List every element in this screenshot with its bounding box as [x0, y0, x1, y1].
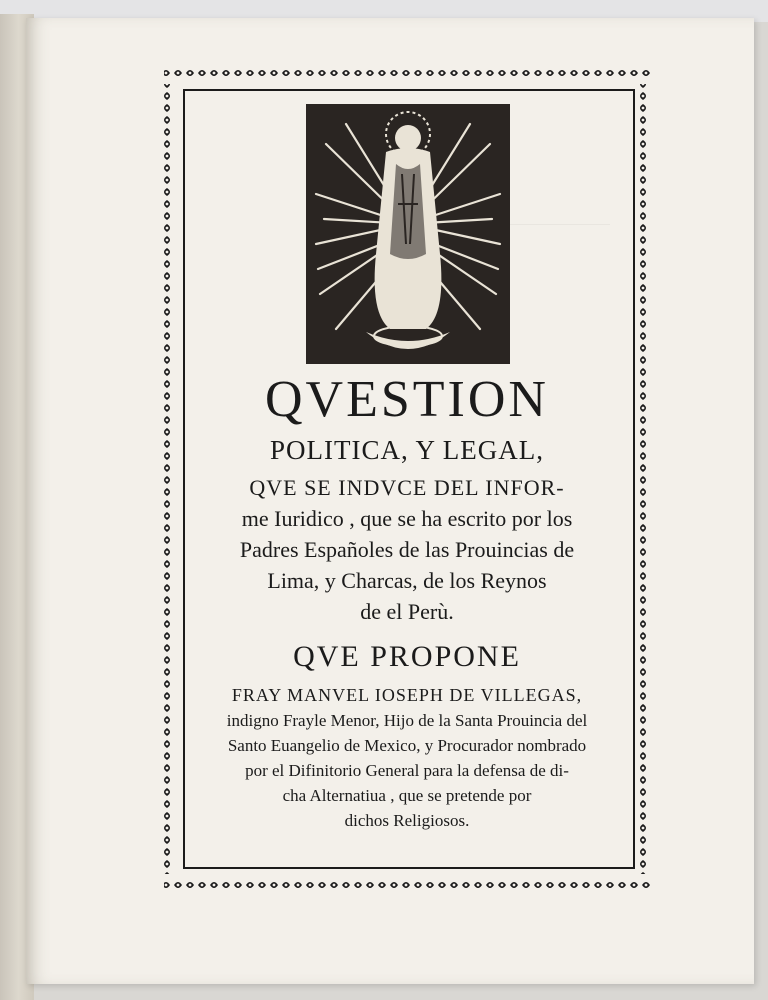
body-line: me Iuridico , que se ha escrito por los: [241, 506, 573, 531]
document-subtitle: POLITICA, Y LEGAL,: [270, 435, 544, 465]
body-line: QVE SE INDVCE DEL INFOR-: [249, 475, 565, 500]
document-title: QVESTION: [265, 371, 549, 428]
body-line: de el Perù.: [360, 599, 454, 624]
body-line: Padres Españoles de las Prouincias de: [239, 537, 575, 562]
document-body: [160, 472, 654, 627]
author-line: indigno Frayle Menor, Hijo de la Santa Prouincia del: [226, 711, 588, 730]
author-block: [160, 683, 654, 833]
author-name-line: FRAY MANVEL IOSEPH DE VILLEGAS,: [231, 685, 583, 705]
madonna-woodcut-icon: [306, 104, 510, 364]
title-block: [160, 372, 654, 833]
author-line: por el Difinitorio General para la defensa de di-: [245, 761, 569, 780]
author-line: cha Alternatiua , que se pretende por: [282, 786, 532, 805]
author-line: dichos Religiosos.: [344, 811, 470, 830]
author-line: Santo Euangelio de Mexico, y Procurador nombrado: [227, 736, 587, 755]
body-line: Lima, y Charcas, de los Reynos: [267, 568, 547, 593]
section-heading: QVE PROPONE: [293, 640, 521, 673]
